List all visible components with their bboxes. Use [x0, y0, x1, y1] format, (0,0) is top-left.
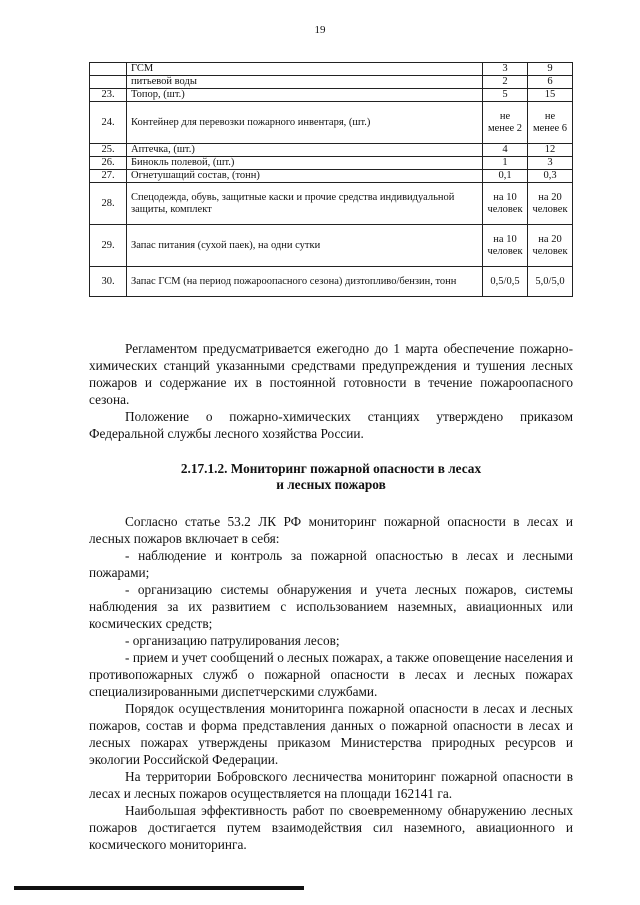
quantity-min-cell: 0,5/0,5	[483, 267, 528, 297]
quantity-min-cell: 5	[483, 89, 528, 102]
item-name-cell: Бинокль полевой, (шт.)	[127, 157, 483, 170]
list-item-reports: - прием и учет сообщений о лесных пожарах, а также оповещение населения и противопожарных служб о пожарной опасности в лесах и лесных пожарах специализированными диспетчерскими службами.	[89, 650, 573, 699]
paragraph-regulation: Регламентом предусматривается ежегодно до 1 марта обеспечение пожарно-химических станций указанными средствами предупреждения и тушения лесных пожаров и содержание их в постоянной готовности в течение пожароопасного сезона.	[89, 341, 573, 407]
quantity-min-cell: на 10 человек	[483, 225, 528, 267]
table-row	[90, 157, 573, 170]
quantity-min-cell: не менее 2	[483, 102, 528, 144]
paragraph-territory: На территории Бобровского лесничества мониторинг пожарной опасности в лесах и лесных пожаров осуществляется на площади 162141 га.	[89, 769, 573, 801]
paragraph-effectiveness: Наибольшая эффективность работ по своевременному обнаружению лесных пожаров достигается путем взаимодействия сил наземного, авиационного и космического мониторинга.	[89, 803, 573, 852]
quantity-max-cell: 12	[528, 144, 573, 157]
quantity-max-cell: 5,0/5,0	[528, 267, 573, 297]
row-number-cell: 23.	[90, 89, 127, 102]
quantity-min-cell: 3	[483, 63, 528, 76]
paragraph-procedure: Порядок осуществления мониторинга пожарной опасности в лесах и лесных пожаров, состав и форма представления данных о пожарной опасности в лесах и лесных пожарах утверждены приказом Министерства природных ресурсов и экологии Российской Федерации.	[89, 701, 573, 767]
page-number: 19	[314, 24, 326, 36]
row-number-cell: 29.	[90, 225, 127, 267]
table-row	[90, 170, 573, 183]
equipment-table	[89, 62, 573, 297]
item-name-cell: Спецодежда, обувь, защитные каски и прочие средства индивидуальной защиты, комплект	[127, 183, 483, 225]
quantity-max-cell: 15	[528, 89, 573, 102]
row-number-cell: 26.	[90, 157, 127, 170]
quantity-min-cell: 4	[483, 144, 528, 157]
item-name-cell: Запас ГСМ (на период пожароопасного сезона) дизтопливо/бензин, тонн	[127, 267, 483, 297]
quantity-min-cell: 0,1	[483, 170, 528, 183]
section-heading-line1: 2.17.1.2. Мониторинг пожарной опасности в лесах	[180, 461, 482, 476]
quantity-max-cell: 9	[528, 63, 573, 76]
quantity-max-cell: на 20 человек	[528, 183, 573, 225]
quantity-max-cell: 6	[528, 76, 573, 89]
table-row	[90, 225, 573, 267]
item-name-cell: Запас питания (сухой паек), на одни сутки	[127, 225, 483, 267]
row-number-cell: 27.	[90, 170, 127, 183]
item-name-cell: Огнетушащий состав, (тонн)	[127, 170, 483, 183]
item-name-cell: Аптечка, (шт.)	[127, 144, 483, 157]
paragraph-article: Согласно статье 53.2 ЛК РФ мониторинг пожарной опасности в лесах и лесных пожаров включает в себя:	[89, 514, 573, 546]
row-number-cell: 24.	[90, 102, 127, 144]
list-item-patrol: - организацию патрулирования лесов;	[125, 633, 340, 648]
item-name-cell: Топор, (шт.)	[127, 89, 483, 102]
quantity-max-cell: 3	[528, 157, 573, 170]
row-number-cell	[90, 76, 127, 89]
document-body	[89, 340, 573, 853]
table-row	[90, 267, 573, 297]
table-row	[90, 102, 573, 144]
paragraph-regulation-approval: Положение о пожарно-химических станциях утверждено приказом Федеральной службы лесного хозяйства России.	[89, 409, 573, 441]
row-number-cell	[90, 63, 127, 76]
table-row	[90, 63, 573, 76]
quantity-min-cell: на 10 человек	[483, 183, 528, 225]
table-row	[90, 76, 573, 89]
bottom-divider	[14, 886, 304, 890]
quantity-min-cell: 1	[483, 157, 528, 170]
item-name-cell: ГСМ	[127, 63, 483, 76]
row-number-cell: 30.	[90, 267, 127, 297]
quantity-max-cell: на 20 человек	[528, 225, 573, 267]
list-item-detection-system: - организацию системы обнаружения и учета лесных пожаров, системы наблюдения за их развитием с использованием наземных, авиационных или космических средств;	[89, 582, 573, 631]
equipment-table-body	[90, 63, 573, 297]
item-name-cell: питьевой воды	[127, 76, 483, 89]
quantity-max-cell: не менее 6	[528, 102, 573, 144]
section-heading-line2: и лесных пожаров	[276, 477, 386, 492]
row-number-cell: 28.	[90, 183, 127, 225]
item-name-cell: Контейнер для перевозки пожарного инвентаря, (шт.)	[127, 102, 483, 144]
table-row	[90, 144, 573, 157]
list-item-observation: - наблюдение и контроль за пожарной опасностью в лесах и лесными пожарами;	[89, 548, 573, 580]
quantity-max-cell: 0,3	[528, 170, 573, 183]
table-row	[90, 89, 573, 102]
section-heading	[89, 461, 573, 493]
table-row	[90, 183, 573, 225]
quantity-min-cell: 2	[483, 76, 528, 89]
row-number-cell: 25.	[90, 144, 127, 157]
